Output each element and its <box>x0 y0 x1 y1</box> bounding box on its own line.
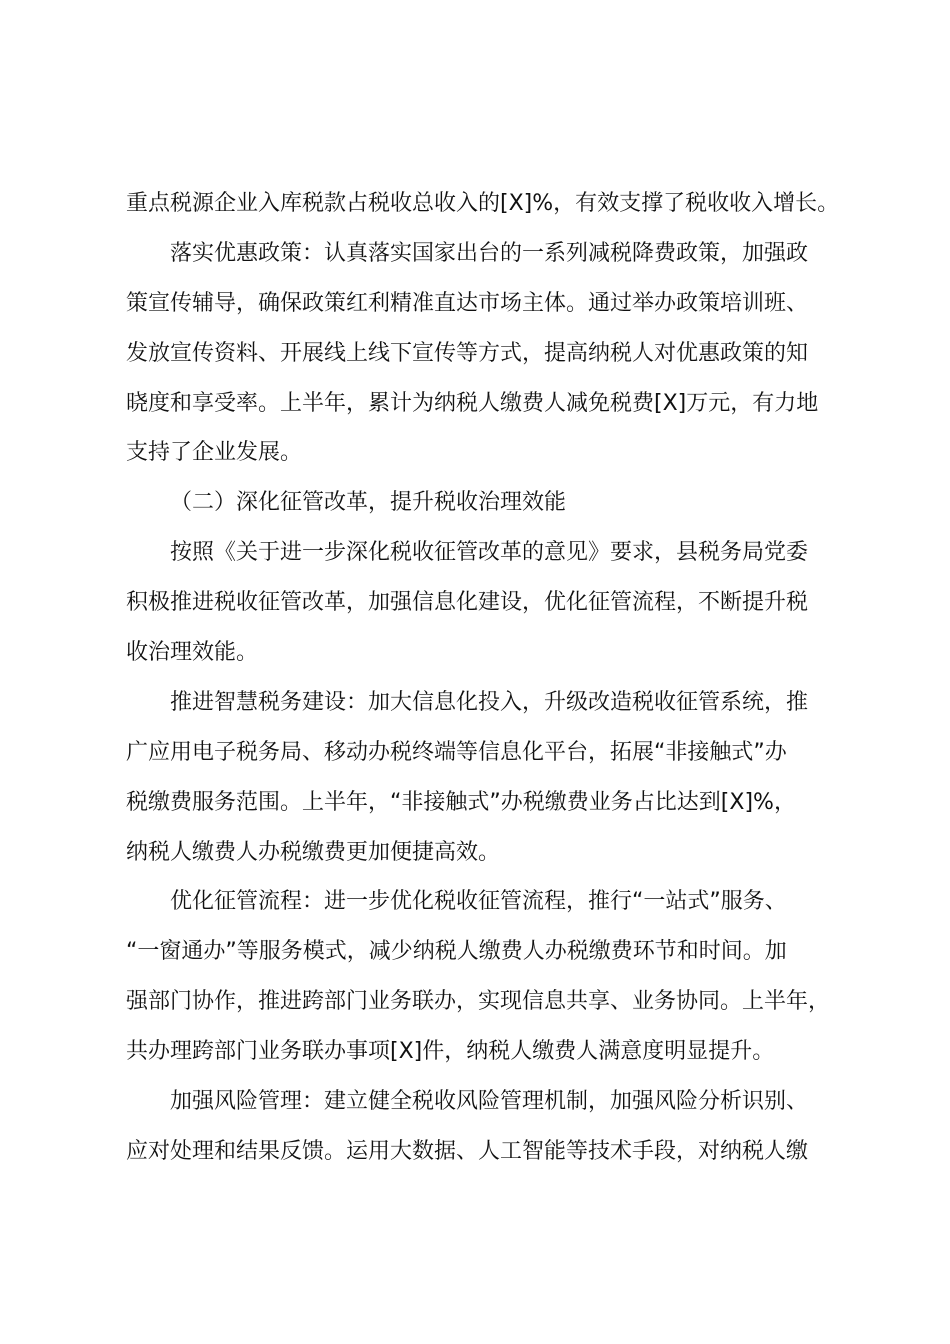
text-line: 重点税源企业入库税款占税收总收入的[X]%，有效支撑了税收收入增长。 <box>126 191 840 216</box>
text-line: 发放宣传资料、开展线上线下宣传等方式，提高纳税人对优惠政策的知 <box>126 340 809 366</box>
document-body <box>126 184 856 1182</box>
text-line: 税缴费服务范围。上半年，“非接触式”办税缴费业务占比达到[X]%， <box>126 789 796 815</box>
text-line: 按照《关于进一步深化税收征管改革的意见》要求，县税务局党委 <box>170 540 809 566</box>
section-heading: （二）深化征管改革，提升税收治理效能 <box>170 490 567 516</box>
text-line: 纳税人缴费人办税缴费更加便捷高效。 <box>126 839 501 865</box>
text-line: 策宣传辅导，确保政策红利精准直达市场主体。通过举办政策培训班、 <box>126 290 809 316</box>
text-line: 强部门协作，推进跨部门业务联办，实现信息共享、业务协同。上半年， <box>126 989 831 1015</box>
text-line: 加强风险管理：建立健全税收风险管理机制，加强风险分析识别、 <box>170 1089 809 1115</box>
text-line: 应对处理和结果反馈。运用大数据、人工智能等技术手段，对纳税人缴 <box>126 1138 809 1164</box>
text-line: “一窗通办”等服务模式，减少纳税人缴费人办税缴费环节和时间。加 <box>126 939 787 965</box>
text-line: 积极推进税收征管改革，加强信息化建设，优化征管流程，不断提升税 <box>126 590 809 616</box>
text-line: 落实优惠政策：认真落实国家出台的一系列减税降费政策，加强政 <box>170 240 809 266</box>
text-line: 支持了企业发展。 <box>126 440 303 466</box>
text-line: 优化征管流程：进一步优化税收征管流程，推行“一站式”服务、 <box>170 889 787 915</box>
text-line: 晓度和享受率。上半年，累计为纳税人缴费人减免税费[X]万元，有力地 <box>126 390 819 416</box>
text-line: 推进智慧税务建设：加大信息化投入，升级改造税收征管系统，推 <box>170 689 809 715</box>
text-line: 广应用电子税务局、移动办税终端等信息化平台，拓展“非接触式”办 <box>126 739 787 765</box>
text-line: 共办理跨部门业务联办事项[X]件，纳税人缴费人满意度明显提升。 <box>126 1039 775 1065</box>
text-line: 收治理效能。 <box>126 640 259 666</box>
